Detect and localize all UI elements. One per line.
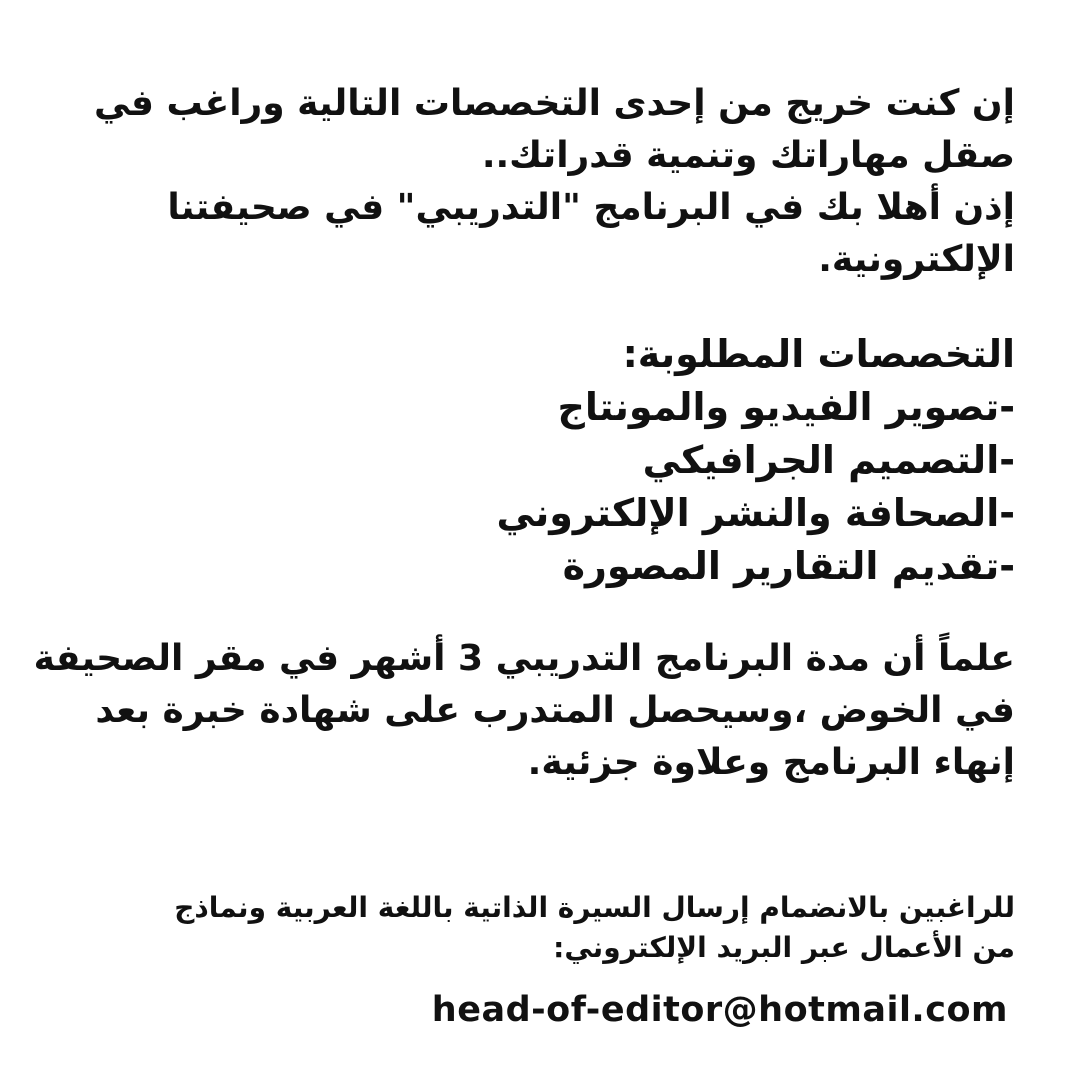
specialization-item: -التصميم الجرافيكي [642, 438, 1015, 482]
application-instructions [35, 888, 1015, 968]
note-line: في الخوض ،وسيحصل المتدرب على شهادة خبرة بعد [95, 690, 1015, 731]
intro-line: صقل مهاراتك وتنمية قدراتك.. [481, 135, 1015, 176]
specialization-item: -تصوير الفيديو والمونتاج [557, 385, 1015, 429]
contact-email: head-of-editor@hotmail.com [431, 990, 1008, 1030]
specialization-item: -تقديم التقارير المصورة [562, 544, 1015, 588]
specialization-item: -الصحافة والنشر الإلكتروني [496, 491, 1015, 535]
note-line: إنهاء البرنامج وعلاوة جزئية. [527, 742, 1015, 783]
apply-line: من الأعمال عبر البريد الإلكتروني: [553, 931, 1015, 964]
intro-line: إذن أهلا بك في البرنامج "التدريبي" في صحيفتنا [167, 187, 1015, 228]
intro-paragraph [55, 78, 1015, 286]
note-line: علماً أن مدة البرنامج التدريبي 3 أشهر في مقر الصحيفة [33, 638, 1015, 679]
apply-line: للراغبين بالانضمام إرسال السيرة الذاتية باللغة العربية ونماذج [174, 891, 1015, 924]
intro-line: إن كنت خريج من إحدى التخصصات التالية وراغب في [93, 83, 1015, 124]
program-note-paragraph [33, 633, 1015, 789]
intro-line: الإلكترونية. [818, 239, 1015, 280]
specializations-heading: التخصصات المطلوبة: [622, 332, 1015, 376]
specializations-section [55, 328, 1015, 593]
